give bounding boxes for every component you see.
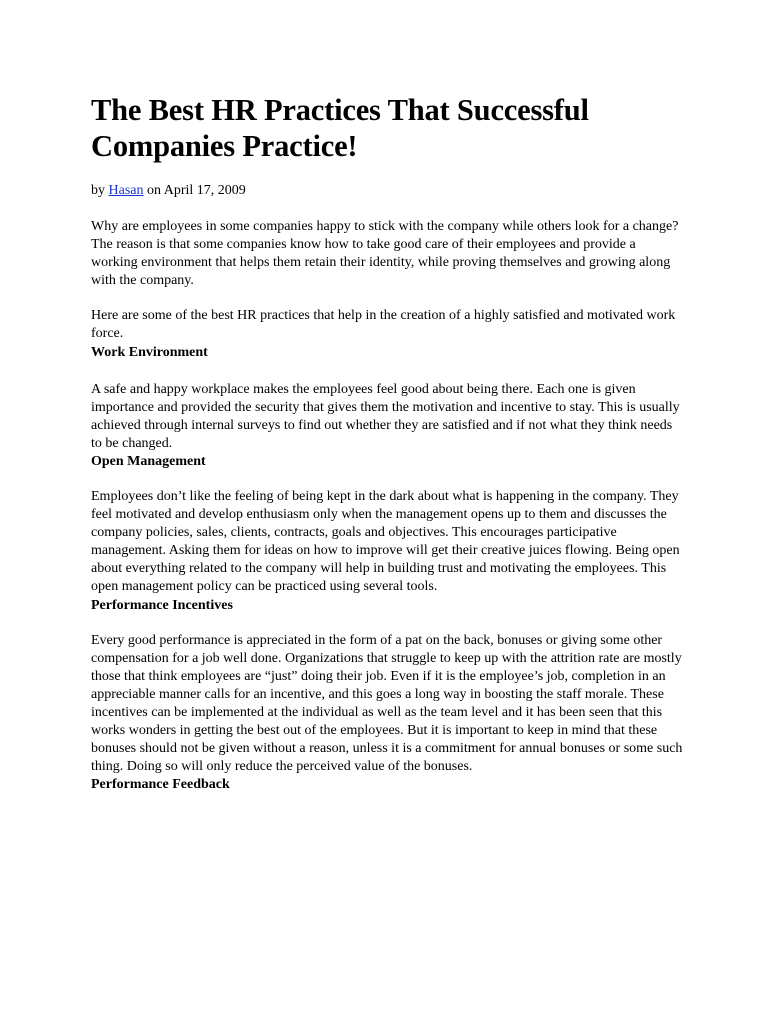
byline-date: on April 17, 2009	[143, 183, 246, 198]
byline	[91, 182, 683, 200]
intro-paragraph-2: Here are some of the best HR practices that help in the creation of a highly satisfied and motivated work force.	[91, 308, 676, 342]
performance-incentives-paragraph: Every good performance is appreciated in the form of a pat on the back, bonuses or giving some other compensation for a job well done. Organizations that struggle to keep up with the attrition rate are mostly those that think employees are “just” doing their job. Even if it is the employee’s job, completion in an appreciable manner calls for an incentive, and this goes a long way in boosting the staff morale. These incentives can be implemented at the individual as well as the team level and it has been seen that this works wonders in getting the best out of the employees. But it is important to keep in mind that these bonuses should not be given without a reason, unless it is a commitment for annual bonuses or some such thing. Doing so will only reduce the perceived value of the bonuses.	[91, 632, 683, 775]
work-environment-paragraph: A safe and happy workplace makes the employees feel good about being there. Each one is given importance and provided the security that gives them the motivation and incentive to stay. This is usually achieved through internal surveys to find out whether they are satisfied and if not what they think needs to be changed.	[91, 381, 680, 451]
intro-paragraph: Why are employees in some companies happy to stick with the company while others look for a change? The reason is that some companies know how to take good care of their employees and provide a working environment that helps them retain their identity, while proving themselves and growing along with the company.	[91, 219, 679, 289]
heading-performance-feedback: Performance Feedback	[91, 777, 230, 793]
byline-prefix: by	[91, 183, 109, 198]
heading-performance-incentives: Performance Incentives	[91, 597, 233, 613]
article	[91, 92, 683, 794]
heading-work-environment: Work Environment	[91, 344, 208, 360]
article-title: The Best HR Practices That Successful Companies Practice!	[91, 93, 589, 163]
open-management-paragraph: Employees don’t like the feeling of being kept in the dark about what is happening in the company. They feel motivated and develop enthusiasm only when the management opens up to them and discusses the company policies, sales, clients, contracts, goals and objectives. This encourages participative management. Asking them for ideas on how to improve will get their creative juices flowing. Being open about everything related to the company will help in building trust and motivating the employees. This open management policy can be practiced using several tools.	[91, 488, 680, 595]
heading-open-management: Open Management	[91, 453, 206, 469]
author-link[interactable]: Hasan	[108, 183, 144, 198]
